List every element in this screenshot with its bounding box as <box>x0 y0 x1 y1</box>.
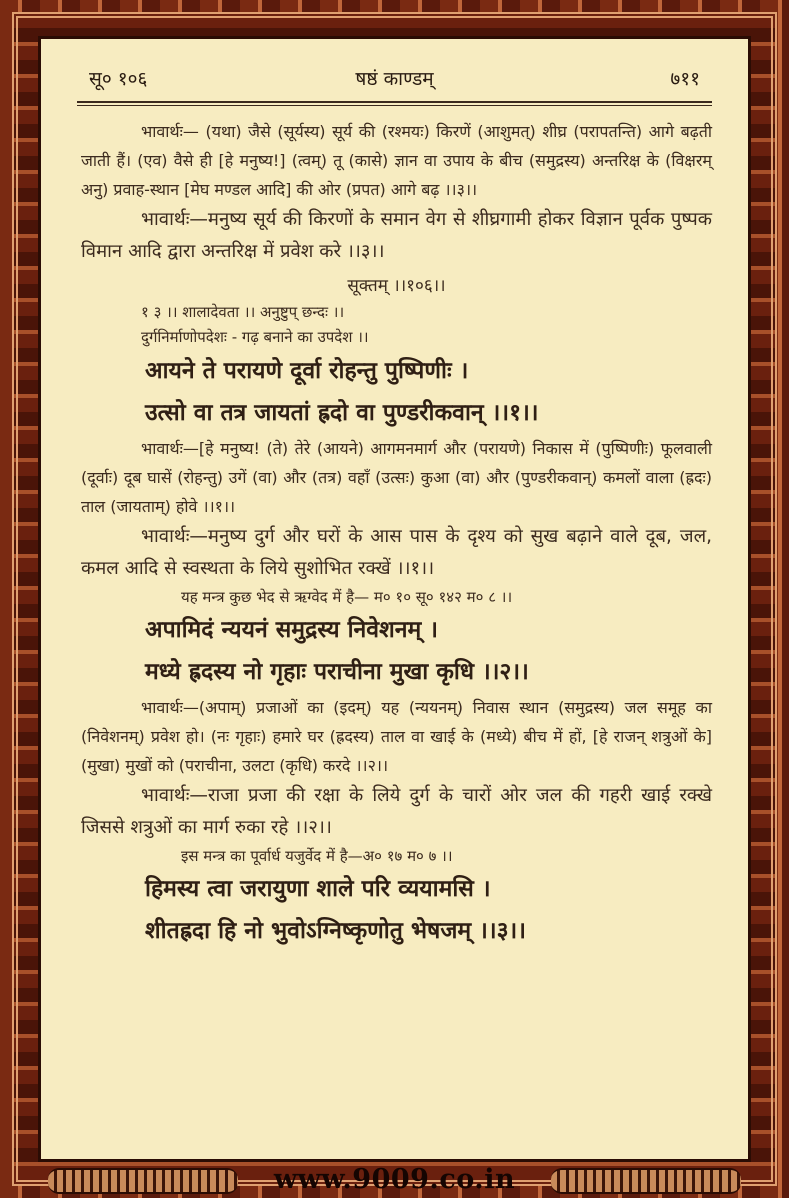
book-page <box>38 36 751 1162</box>
sukta-heading: सूक्तम् ।।१०६।। <box>347 276 446 296</box>
page-content <box>81 117 712 952</box>
mantra-2-line-1: अपामिदं न्ययनं समुद्रस्य निवेशनम् । <box>145 617 438 643</box>
mantra-1-line-1: आयने ते परायणे दूर्वा रोहन्तु पुष्पिणीः । <box>145 358 469 384</box>
deity-meter-line: १ ३ ।। शालादेवता ।। अनुष्टुप् छन्दः ।। <box>141 303 345 321</box>
bhavarth-paragraph-5: भावार्थः—(अपाम्) प्रजाओं का (इदम्) यह (न्ययनम्) निवास स्थान (समुद्रस्य) जल समूह का (निवेशनम्) प्रवेश हो। (नः गृहाः) हमारे घर (ह्रदस्य) ताल वा खाई के (मध्ये) बीच में हों, [हे राजन् शत्रुओं के] (मुखा) मुखों को (पराचीना, उलटा (कृधि) करदे ।।२।। <box>81 698 712 775</box>
mantra-2-line-2: मध्ये ह्रदस्य नो गृहाः पराचीना मुखा कृधि ।।२।। <box>145 659 529 685</box>
bhavarth-paragraph-6: भावार्थः—राजा प्रजा की रक्षा के लिये दुर्ग के चारों ओर जल की गहरी खाई रक्खे जिससे शत्रुओं का मार्ग रुका रहे ।।२।। <box>81 785 712 838</box>
header-rule <box>77 101 712 103</box>
bhavarth-paragraph-1: भावार्थः— (यथा) जैसे (सूर्यस्य) सूर्य की (रश्मयः) किरणें (आशुमत्) शीघ्र (परापतन्ति) आगे बढ़ती जाती हैं। (एव) वैसे ही [हे मनुष्य!] (त्वम्) तू (कासे) ज्ञान वा उपाय के बीच (समुद्रस्य) अन्तरिक्ष के (विक्षरम् अनु) प्रवाह-स्थान [मेघ मण्डल आदि] की ओर (प्रपत) आगे बढ़ ।।३।। <box>81 122 712 199</box>
page-number: ७११ <box>670 68 700 90</box>
mantra-3-line-2: शीतह्रदा हि नो भुवोऽग्निष्कृणोतु भेषजम् ।।३।। <box>145 918 526 944</box>
bhavarth-paragraph-4: भावार्थः—मनुष्य दुर्ग और घरों के आस पास के दृश्य को सुख बढ़ाने वाले दूब, जल, कमल आदि से स्वस्थता के लिये सुशोभित रक्खें ।।१।। <box>81 526 712 579</box>
bhavarth-paragraph-3: भावार्थः—[हे मनुष्य! (ते) तेरे (आयने) आगमनमार्ग और (परायणे) निकास में (पुष्पिणीः) फूलवाली (दूर्वाः) दूब घासें (रोहन्तु) उगें (वा) और (तत्र) वहाँ (उत्सः) कुआ (वा) और (पुण्डरीकवान्) कमलों वाला (ह्रदः) ताल (जायताम्) होवे ।।१।। <box>81 439 712 516</box>
sukta-number: सू० १०६ <box>89 68 148 90</box>
topic-line: दुर्गनिर्माणोपदेशः - गढ़ बनाने का उपदेश ।। <box>141 328 369 346</box>
yajurveda-reference-note: इस मन्त्र का पूर्वार्ध यजुर्वेद में है—अ० १७ म० ७ ।। <box>181 847 453 865</box>
website-url[interactable]: www.9009.co.in <box>273 1164 516 1195</box>
chapter-title: षष्ठं काण्डम् <box>355 68 434 90</box>
rigveda-reference-note: यह मन्त्र कुछ भेद से ऋग्वेद में है— म० १० सू० १४२ म० ८ ।। <box>181 588 513 606</box>
mantra-3-line-1: हिमस्य त्वा जरायुणा शाले परि व्ययामसि । <box>145 876 491 902</box>
footer-bar <box>38 1162 751 1198</box>
page-header <box>81 65 708 95</box>
bhavarth-paragraph-2: भावार्थः—मनुष्य सूर्य की किरणों के समान वेग से शीघ्रगामी होकर विज्ञान पूर्वक पुष्पक विमान आदि द्वारा अन्तरिक्ष में प्रवेश करे ।।३।। <box>81 209 712 262</box>
mantra-1-line-2: उत्सो वा तत्र जायतां ह्रदो वा पुण्डरीकवान् ।।१।। <box>145 400 539 426</box>
